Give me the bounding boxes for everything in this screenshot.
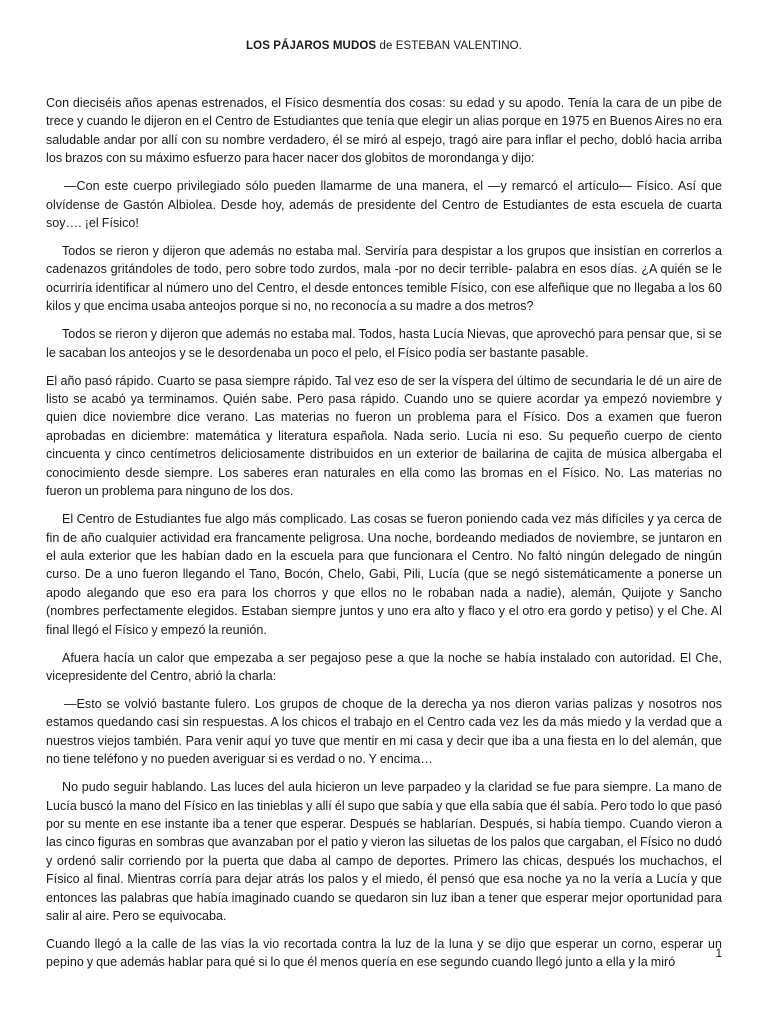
paragraph: Afuera hacía un calor que empezaba a ser pegajoso pese a que la noche se había instalado con autoridad. El Che, vicepresidente del Centro, abrió la charla:: [46, 650, 722, 683]
title-text: LOS PÁJAROS MUDOS: [246, 40, 377, 52]
paragraph: —Con este cuerpo privilegiado sólo pueden llamarme de una manera, el —y remarcó el artículo— Físico. Así que olvídense de Gastón Albiolea. Desde hoy, además de presidente del Centro de Estudiantes de esta escuela de cuarta soy…. ¡el Físico!: [46, 179, 722, 231]
paragraph: —Esto se volvió bastante fulero. Los grupos de choque de la derecha ya nos dieron varias palizas y nosotros nos estamos quedando casi sin respuestas. A los chicos el trabajo en el Centro cada vez les da más miedo y la verdad que a nuestros viejos también. Para venir aquí yo tuve que mentir en mi casa y decir que iba a una fiesta en lo del alemán, que no tiene teléfono y no pueden averiguar si es verdad o no. Y encima…: [46, 696, 722, 767]
document-body: [46, 94, 722, 972]
title-connector: de: [379, 40, 393, 52]
paragraph: No pudo seguir hablando. Las luces del aula hicieron un leve parpadeo y la claridad se fue para siempre. La mano de Lucía buscó la mano del Físico en las tinieblas y allí él supo que sabía y que ella sabía que él sabía. Pero todo lo que pasó por su mente en ese instante iba a tener que esperar. Después se hablarían. Después, si había tiempo. Cuando vieron a las cinco figuras en sombras que avanzaban por el patio y vieron las siluetas de los palos que cargaban, el Físico no dudó y ordenó salir corriendo por la puerta que daba al campo de deportes. Primero las chicas, después los muchachos, el Físico al final. Mientras corría para dejar atrás los palos y el miedo, él pensó que esa noche ya no la vería a Lucía y que entonces las palabras que había imaginado cuando se quedaron sin luz iban a tener que esperar mejor oportunidad para salir al aire. Pero se equivocaba.: [46, 780, 722, 923]
paragraph: El Centro de Estudiantes fue algo más complicado. Las cosas se fueron poniendo cada vez más difíciles y ya cerca de fin de año cualquier actividad era francamente peligrosa. Una noche, bordeando mediados de noviembre, se juntaron en el aula exterior que les habían dado en la escuela para que funcionara el Centro. No faltó ningún delegado de ningún curso. De a uno fueron llegando el Tano, Bocón, Chelo, Gabi, Pili, Lucía (que se negó sistemáticamente a ponerse un apodo alegando que eso era para los chorros y que ellos no le robaban nada a nadie), alemán, Quijote y Sancho (nombres perfectamente elegidos. Estaban siempre juntos y uno era alto y flaco y el otro era gordo y petiso) y el Che. Al final llegó el Físico y empezó la reunión.: [46, 512, 722, 637]
title-author: ESTEBAN VALENTINO.: [395, 40, 522, 52]
page-number: 1: [715, 948, 722, 960]
paragraph: Todos se rieron y dijeron que además no estaba mal. Serviría para despistar a los grupos que insistían en correrlos a cadenazos gritándoles de todo, pero sobre todo zurdos, mala -por no decir terrible- palabra en esos días. ¿A quién se le ocurriría identificar al número uno del Centro, el desde entonces temible Físico, con ese alfeñique que no llegaba a los 60 kilos y que encima usaba anteojos porque si no, no reconocía a su madre a dos metros?: [46, 244, 722, 314]
document-title: [0, 40, 768, 52]
paragraph: Con dieciséis años apenas estrenados, el Físico desmentía dos cosas: su edad y su apodo. Tenía la cara de un pibe de trece y cuando le dijeron en el Centro de Estudiantes que tenía que elegir un alias porque en 1975 en Buenos Aires no era saludable andar por allí con su nombre verdadero, él se miró al espejo, tragó aire para inflar el pecho, dobló hacia arriba los brazos con su máximo esfuerzo para hacer nacer dos globitos de morondanga y dijo:: [46, 96, 722, 166]
paragraph: Todos se rieron y dijeron que además no estaba mal. Todos, hasta Lucía Nievas, que aprovechó para pensar que, si se le sacaban los anteojos y se le desordenaba un poco el pelo, el Físico podía ser bastante pasable.: [46, 327, 722, 360]
paragraph: El año pasó rápido. Cuarto se pasa siempre rápido. Tal vez eso de ser la víspera del último de secundaria le dé un aire de listo se acabó ya terminamos. Quién sabe. Pero pasa rápido. Cuando uno se quiere acordar ya empezó noviembre y quien dice noviembre dice verano. Las materias no fueron un problema para el Físico. Dos a examen que fueron aprobadas en diciembre: matemática y literatura española. Nada serio. Lucía ni eso. Su pequeño cuerpo de ciento cincuenta y cinco centímetros deliciosamente distribuidos en un exterior de bailarina de cajita de música albergaba el conocimiento desde siempre. Los saberes eran naturales en ella como las bromas en el Físico. No. Las materias no fueron un problema para ninguno de los dos.: [46, 373, 722, 499]
paragraph: Cuando llegó a la calle de las vías la vio recortada contra la luz de la luna y se dijo que esperar un corno, esperar un pepino y que además hablar para qué si lo que él menos quería en ese segundo cuando llegó junto a ella y la miró: [46, 937, 722, 970]
